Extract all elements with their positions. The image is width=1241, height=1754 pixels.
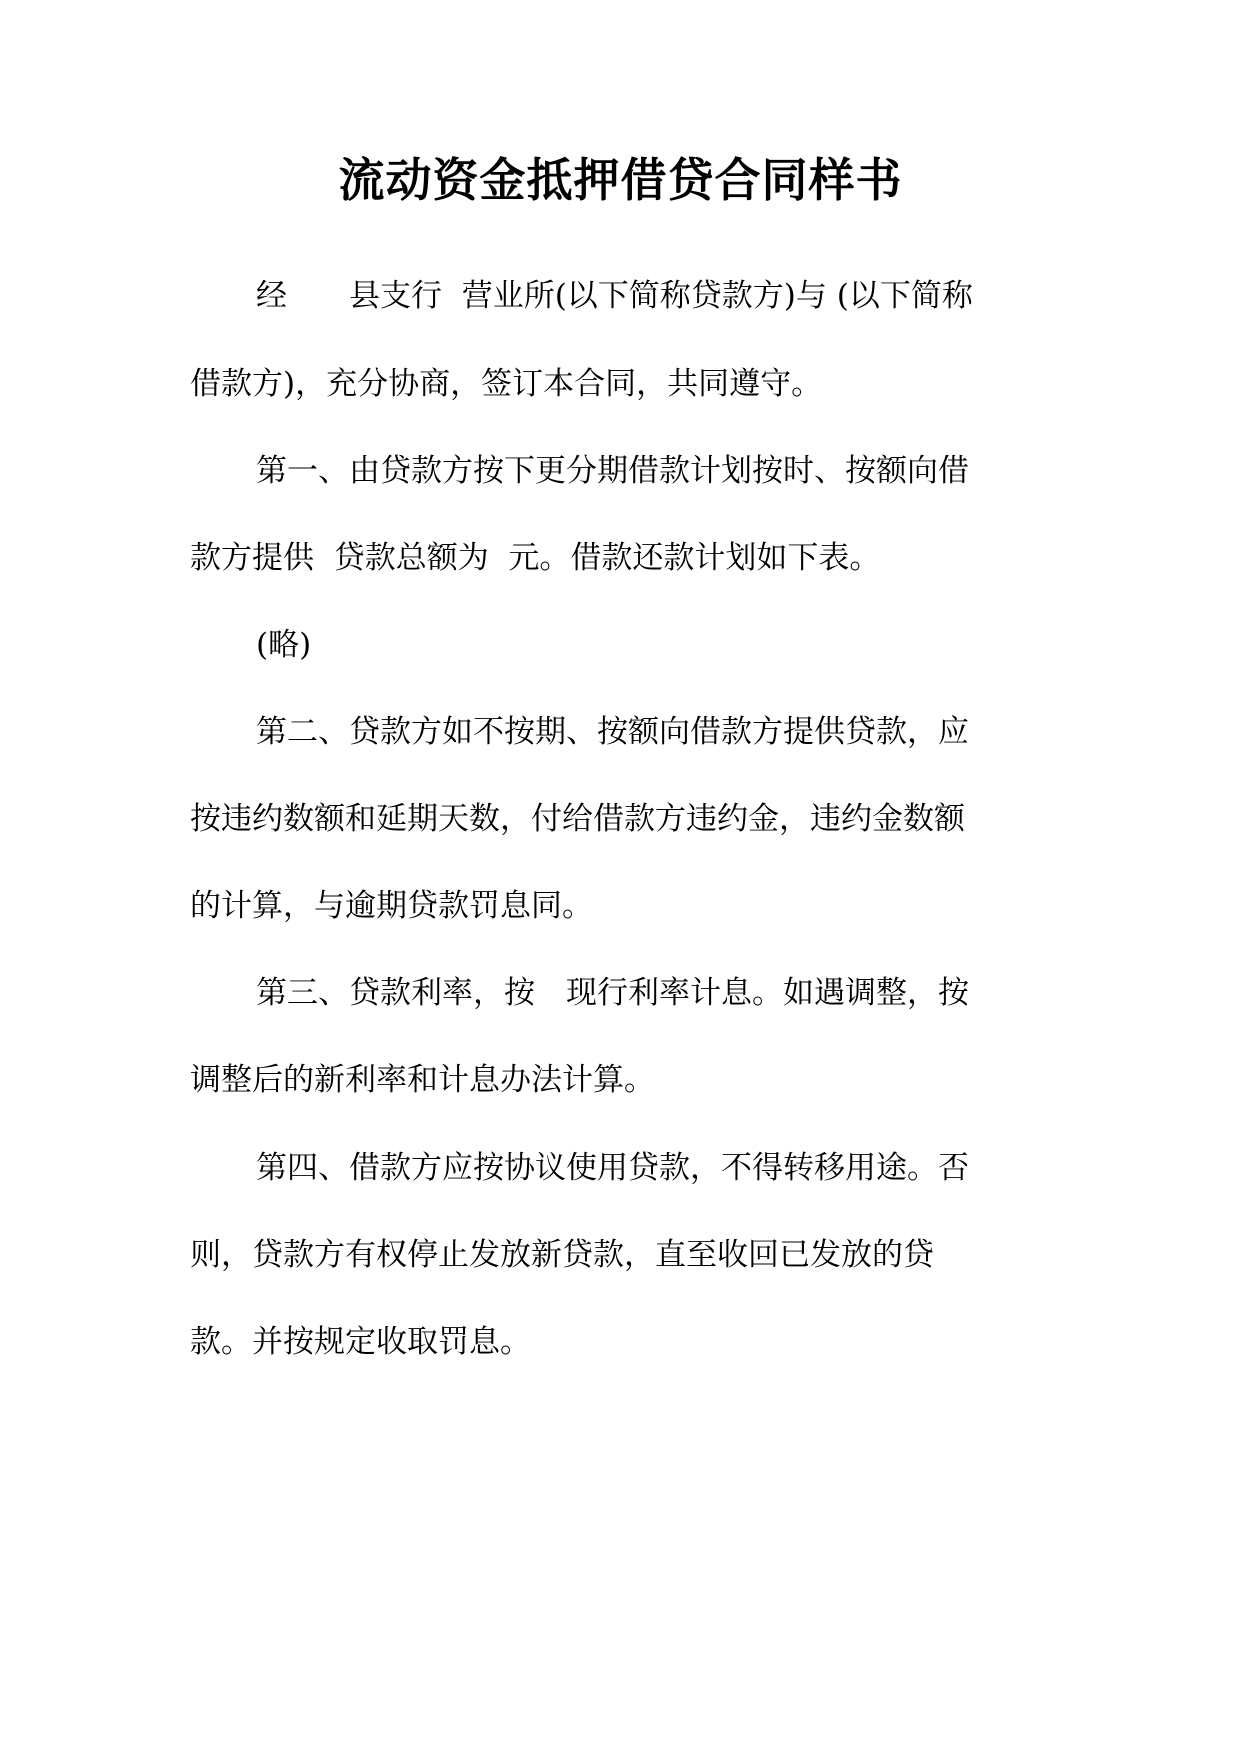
paragraph-line: 第三、贷款利率，按 现行利率计息。如遇调整，按 bbox=[256, 975, 969, 1011]
paragraph-line: 经 县支行 营业所(以下简称贷款方)与 (以下简称 bbox=[256, 278, 973, 314]
paragraph-line: 第四、借款方应按协议使用贷款，不得转移用途。否 bbox=[256, 1150, 969, 1186]
paragraph-line: 则，贷款方有权停止发放新贷款，直至收回已发放的贷 bbox=[190, 1237, 934, 1273]
paragraph-line: 第一、由贷款方按下更分期借款计划按时、按额向借 bbox=[256, 453, 969, 489]
paragraph-line: 款。并按规定收取罚息。 bbox=[190, 1324, 531, 1360]
paragraph-line: 的计算，与逾期贷款罚息同。 bbox=[190, 888, 593, 924]
paragraph-line: 第二、贷款方如不按期、按额向借款方提供贷款，应 bbox=[256, 714, 969, 750]
paragraph-line: 借款方)，充分协商，签订本合同，共同遵守。 bbox=[190, 366, 823, 402]
paragraph-line: 款方提供 贷款总额为 元。借款还款计划如下表。 bbox=[190, 540, 881, 576]
paragraph-line: (略) bbox=[256, 627, 312, 663]
paragraph-line: 按违约数额和延期天数，付给借款方违约金，违约金数额 bbox=[190, 801, 965, 837]
paragraph-line: 调整后的新利率和计息办法计算。 bbox=[190, 1062, 655, 1098]
document-title: 流动资金抵押借贷合同样书 bbox=[338, 153, 903, 207]
